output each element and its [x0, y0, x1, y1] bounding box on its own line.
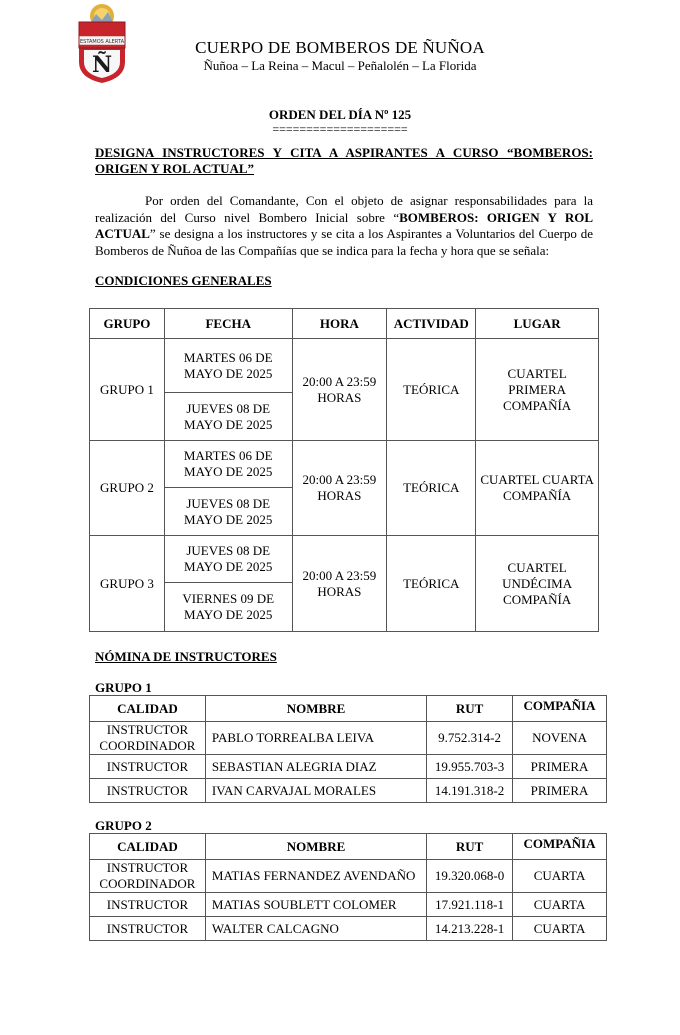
table-header-row: [90, 309, 599, 339]
column-header: LUGAR: [476, 309, 599, 339]
table-row: [90, 917, 607, 941]
group-cell: GRUPO 1: [90, 339, 165, 441]
company-cell: CUARTA: [513, 917, 607, 941]
date-cell: MARTES 06 DE MAYO DE 2025: [164, 339, 292, 393]
table-row: [90, 779, 607, 803]
rut-cell: 19.955.703-3: [427, 755, 513, 779]
company-cell: CUARTA: [513, 893, 607, 917]
activity-cell: TEÓRICA: [387, 441, 476, 536]
table-header-row: [90, 834, 607, 860]
role-cell: INSTRUCTOR COORDINADOR: [90, 722, 206, 755]
date-cell: MARTES 06 DE MAYO DE 2025: [164, 441, 292, 488]
group-1-heading: GRUPO 1: [95, 680, 152, 695]
table-row: [90, 755, 607, 779]
company-cell: NOVENA: [513, 722, 607, 755]
group-2-heading: GRUPO 2: [95, 818, 152, 833]
company-cell: PRIMERA: [513, 779, 607, 803]
column-header: GRUPO: [90, 309, 165, 339]
column-header: CALIDAD: [90, 834, 206, 860]
name-cell: PABLO TORREALBA LEIVA: [205, 722, 426, 755]
name-cell: IVAN CARVAJAL MORALES: [205, 779, 426, 803]
role-cell: INSTRUCTOR: [90, 893, 206, 917]
instructors-table-group-1: [89, 695, 607, 803]
activity-cell: TEÓRICA: [387, 339, 476, 441]
location-cell: CUARTEL CUARTA COMPAÑÍA: [476, 441, 599, 536]
table-row: [90, 441, 599, 488]
role-cell: INSTRUCTOR: [90, 917, 206, 941]
rut-cell: 9.752.314-2: [427, 722, 513, 755]
role-cell: INSTRUCTOR COORDINADOR: [90, 860, 206, 893]
table-row: [90, 536, 599, 583]
role-cell: INSTRUCTOR: [90, 779, 206, 803]
instructors-heading: NÓMINA DE INSTRUCTORES: [95, 649, 277, 664]
fire-department-logo: [76, 2, 128, 84]
order-title: ORDEN DEL DÍA Nº 125: [268, 107, 412, 122]
instructors-table-group-2: [89, 833, 607, 941]
date-cell: JUEVES 08 DE MAYO DE 2025: [164, 488, 292, 536]
rut-cell: 14.191.318-2: [427, 779, 513, 803]
column-header: CALIDAD: [90, 696, 206, 722]
name-cell: MATIAS FERNANDEZ AVENDAÑO: [205, 860, 426, 893]
group-cell: GRUPO 3: [90, 536, 165, 632]
time-cell: 20:00 A 23:59 HORAS: [292, 536, 387, 632]
activity-cell: TEÓRICA: [387, 536, 476, 632]
table-row: [90, 860, 607, 893]
table-row: [90, 722, 607, 755]
order-title-rule: ====================: [272, 122, 408, 136]
column-header: FECHA: [164, 309, 292, 339]
date-cell: JUEVES 08 DE MAYO DE 2025: [164, 393, 292, 441]
name-cell: SEBASTIAN ALEGRIA DIAZ: [205, 755, 426, 779]
location-cell: CUARTEL UNDÉCIMA COMPAÑÍA: [476, 536, 599, 632]
organization-title: CUERPO DE BOMBEROS DE ÑUÑOA: [195, 38, 485, 57]
organization-communes: Ñuñoa – La Reina – Macul – Peñalolén – La Florida: [203, 58, 477, 73]
logo-letter: Ñ: [91, 52, 113, 78]
rut-cell: 17.921.118-1: [427, 893, 513, 917]
time-cell: 20:00 A 23:59 HORAS: [292, 441, 387, 536]
time-cell: 20:00 A 23:59 HORAS: [292, 339, 387, 441]
order-subject: DESIGNA INSTRUCTORES Y CITA A ASPIRANTES A CURSO “BOMBEROS: ORIGEN Y ROL ACTUAL”: [95, 145, 593, 176]
date-cell: VIERNES 09 DE MAYO DE 2025: [164, 583, 292, 632]
column-header: RUT: [427, 696, 513, 722]
company-cell: CUARTA: [513, 860, 607, 893]
conditions-table: [89, 308, 599, 632]
order-paragraph: Por orden del Comandante, Con el objeto de asignar responsabilidades para la realización del Curso nivel Bombero Inicial sobre “BOMBEROS: ORIGEN Y ROL ACTUAL” se designa a los instructores y se cita a los Aspirantes a Voluntarios del Cuerpo de Bomberos de Ñuñoa de las Compañías que se indica para la fecha y hora que se señala:: [95, 193, 593, 258]
role-cell: INSTRUCTOR: [90, 755, 206, 779]
location-cell: CUARTEL PRIMERA COMPAÑÍA: [476, 339, 599, 441]
column-header: HORA: [292, 309, 387, 339]
name-cell: WALTER CALCAGNO: [205, 917, 426, 941]
name-cell: MATIAS SOUBLETT COLOMER: [205, 893, 426, 917]
logo-banner-text: ESTAMOS ALERTA: [80, 39, 124, 45]
table-row: [90, 893, 607, 917]
column-header: COMPAÑIA: [513, 834, 607, 860]
column-header: COMPAÑIA: [513, 696, 607, 722]
rut-cell: 14.213.228-1: [427, 917, 513, 941]
table-row: [90, 339, 599, 393]
column-header: ACTIVIDAD: [387, 309, 476, 339]
column-header: NOMBRE: [205, 696, 426, 722]
company-cell: PRIMERA: [513, 755, 607, 779]
conditions-heading: CONDICIONES GENERALES: [95, 273, 272, 288]
date-cell: JUEVES 08 DE MAYO DE 2025: [164, 536, 292, 583]
column-header: NOMBRE: [205, 834, 426, 860]
group-cell: GRUPO 2: [90, 441, 165, 536]
column-header: RUT: [427, 834, 513, 860]
rut-cell: 19.320.068-0: [427, 860, 513, 893]
table-header-row: [90, 696, 607, 722]
